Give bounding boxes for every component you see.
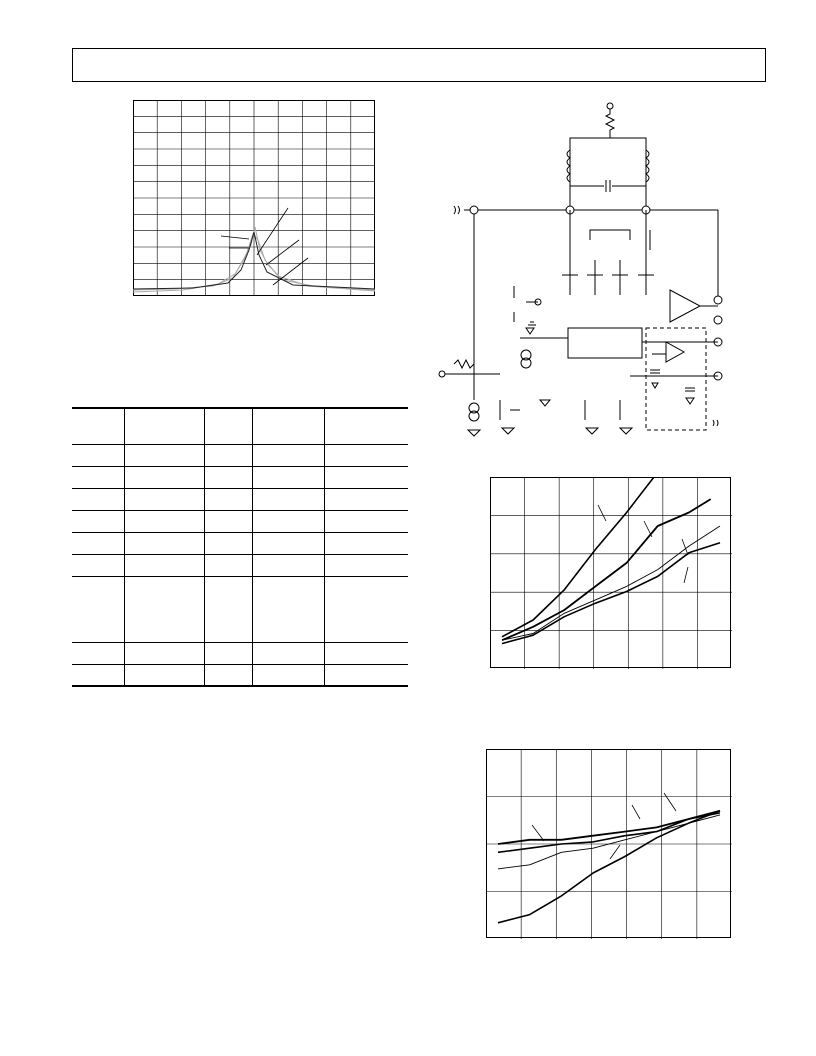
table-row [72,466,408,488]
table-cell [72,510,124,532]
table-cell [204,554,252,576]
table-cell [204,642,252,664]
ground-icon [540,400,550,406]
table-cell [324,444,408,466]
spec-header-cell [204,408,252,444]
table-cell [124,488,204,510]
table-cell [252,532,324,554]
table-cell [72,532,124,554]
table-cell [324,510,408,532]
table-cell [124,664,204,686]
table-row [72,488,408,510]
input-terminal [470,206,478,214]
table-cell [204,532,252,554]
table-cell [72,554,124,576]
spec-header-cell [324,408,408,444]
table-cell [324,664,408,686]
spectrum-plot [133,100,375,296]
table-cell [72,466,124,488]
opamp-triangle [670,290,700,322]
table-cell [72,444,124,466]
table-cell [204,444,252,466]
ground-icon [620,428,632,434]
table-cell [124,466,204,488]
table-cell [124,444,204,466]
ground-icon [526,328,534,334]
table-cell [204,664,252,686]
table-cell [124,642,204,664]
spec-header-cell [252,408,324,444]
table-row [72,444,408,466]
table-cell [252,554,324,576]
table-cell [72,576,124,642]
filter-box [646,328,706,430]
ground-icon [502,428,514,434]
filter-capacitor [650,370,660,373]
logic-block [568,328,642,358]
spec-table-header-row [72,408,408,444]
table-cell [72,488,124,510]
curve-chart-2 [486,749,732,939]
table-cell [324,488,408,510]
break-symbol [454,206,460,214]
table-cell [324,576,408,642]
ground-icon [686,398,694,404]
output-terminal [714,296,722,304]
top-resistor [606,109,614,138]
table-cell [252,642,324,664]
output-terminal [714,316,722,324]
bias-resistor [454,360,474,368]
ground-icon [652,383,658,388]
input-terminal [439,371,445,377]
table-cell [204,510,252,532]
table-cell [252,576,324,642]
spec-header-cell [124,408,204,444]
table-cell [324,554,408,576]
table-cell [204,576,252,642]
table-row [72,642,408,664]
curve-chart-1 [490,477,732,669]
table-cell [124,532,204,554]
table-cell [124,510,204,532]
table-row [72,664,408,686]
ground-icon [586,428,598,434]
table-cell [72,642,124,664]
table-cell [252,466,324,488]
buffer-triangle [666,342,684,362]
page-header-box [72,48,766,82]
table-cell [252,444,324,466]
spec-header-cell [72,408,124,444]
table-row [72,576,408,642]
spec-table [72,407,408,687]
ground-icon [468,430,480,436]
pll-schematic [430,100,730,440]
table-cell [324,642,408,664]
table-row [72,510,408,532]
table-row [72,554,408,576]
table-cell [124,554,204,576]
table-cell [252,510,324,532]
table-cell [252,488,324,510]
table-row [72,532,408,554]
table-cell [324,532,408,554]
table-cell [252,664,324,686]
supply-terminal [607,103,613,109]
table-cell [72,664,124,686]
table-cell [204,466,252,488]
break-symbol [713,420,718,426]
table-cell [204,488,252,510]
table-cell [124,576,204,642]
table-cell [324,466,408,488]
